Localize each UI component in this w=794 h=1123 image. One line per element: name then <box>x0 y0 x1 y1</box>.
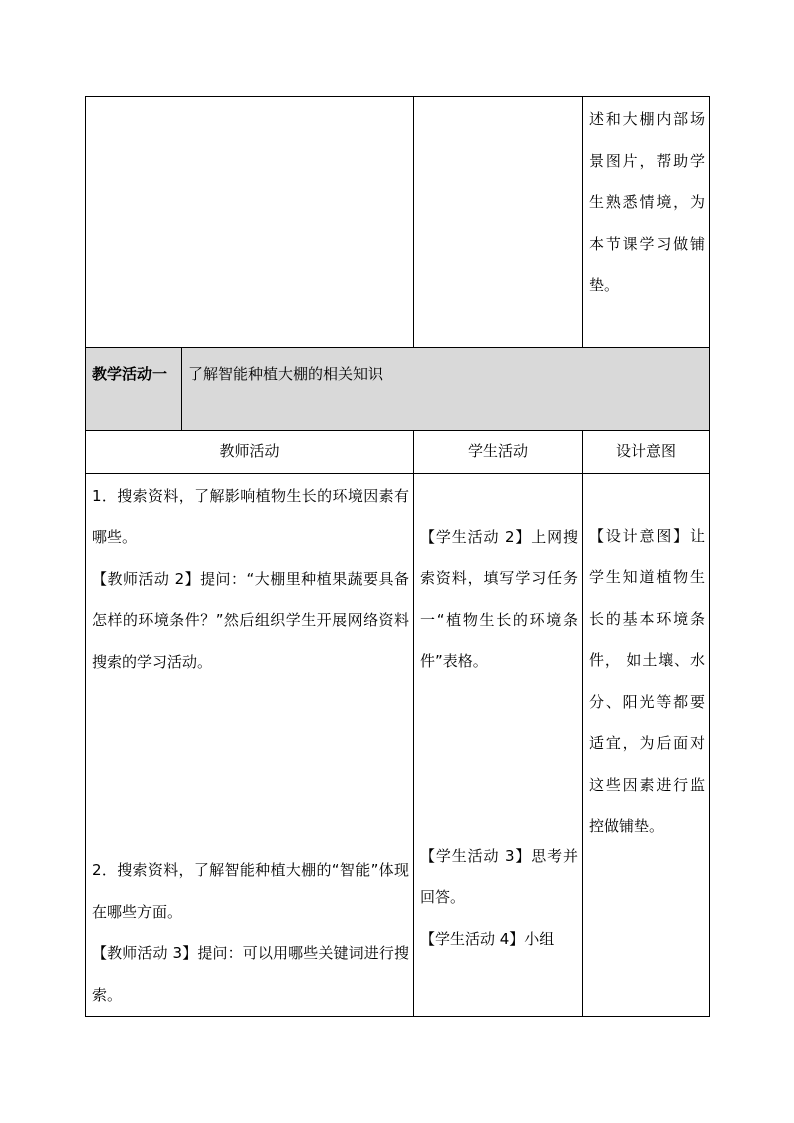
student-activity-cell <box>414 473 583 1017</box>
teacher-paragraph-3: 2．搜索资料，了解智能种植大棚的“智能”体现在哪些方面。 <box>92 861 409 921</box>
teacher-cell-top <box>86 97 414 348</box>
student-paragraph-2: 【学生活动 3】思考并回答。 <box>420 846 578 906</box>
activity-title-cell <box>182 348 710 431</box>
teacher-activity-cell <box>86 473 414 1017</box>
column-header-student: 学生活动 <box>414 431 583 474</box>
student-paragraph-1: 【学生活动 2】上网搜索资料，填写学习任务一“植物生长的环境条件”表格。 <box>420 527 578 670</box>
intent-cell-top <box>583 97 710 348</box>
student-paragraph-3: 【学生活动 4】小组 <box>420 929 555 948</box>
teacher-paragraph-2: 【教师活动 2】提问：“大棚里种植果蔬要具备怎样的环境条件？”然后组织学生开展网络资料搜索的学习活动。 <box>92 569 409 671</box>
column-header-row <box>86 431 710 474</box>
table-row <box>86 473 710 1017</box>
activity-label-cell <box>86 348 182 431</box>
column-header-intent: 设计意图 <box>583 431 710 474</box>
intent-text-top: 述和大棚内部场景图片，帮助学生熟悉情境，为本节课学习做铺垫。 <box>589 110 705 294</box>
teacher-paragraph-1: 1．搜索资料，了解影响植物生长的环境因素有哪些。 <box>92 486 409 546</box>
activity-header-row <box>86 348 710 431</box>
activity-title: 了解智能种植大棚的相关知识 <box>188 365 384 383</box>
spacer <box>420 476 578 517</box>
spacer <box>420 683 578 836</box>
teacher-paragraph-4: 【教师活动 3】提问：可以用哪些关键词进行搜索。 <box>92 944 409 1004</box>
table-row <box>86 97 710 348</box>
student-cell-top <box>414 97 583 348</box>
intent-paragraph-1: 【设计意图】让学生知道植物生长的基本环境条件， 如土壤、水分、阳光等都要适宜，为后面对这些因素进行监控做铺垫。 <box>589 526 705 835</box>
lesson-plan-table <box>85 96 710 1017</box>
column-header-teacher: 教师活动 <box>86 431 414 474</box>
activity-label: 教学活动一 <box>92 365 168 383</box>
design-intent-cell <box>583 473 710 1017</box>
spacer <box>589 476 705 516</box>
spacer <box>92 683 409 850</box>
